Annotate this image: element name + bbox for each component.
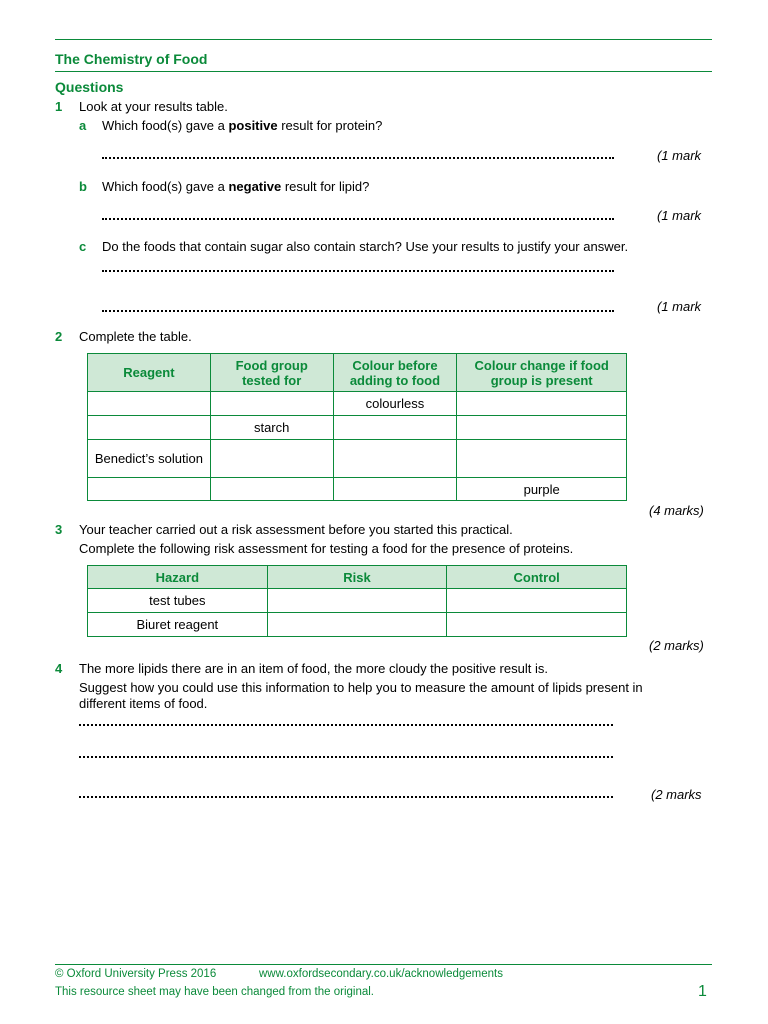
question-1b-text [102, 179, 369, 194]
table-cell: colourless [333, 392, 457, 416]
marks-1a: (1 mark [657, 148, 702, 163]
answer-line-4-3[interactable] [79, 796, 613, 798]
title-rule [55, 71, 712, 72]
question-2-text: Complete the table. [79, 329, 192, 344]
answer-line-1c-1[interactable] [102, 270, 614, 272]
question-1-number: 1 [55, 99, 63, 114]
marks-1c: (1 mark [657, 299, 702, 314]
question-3-line1: Your teacher carried out a risk assessment before you started this practical. [79, 522, 513, 537]
question-1a-post: result for protein? [277, 118, 383, 133]
risk-table-header-row [88, 566, 627, 589]
table-row [88, 589, 627, 613]
table-cell[interactable] [267, 613, 447, 637]
marks-3: (2 marks) [649, 638, 704, 653]
marks-1b: (1 mark [657, 208, 702, 223]
table-cell: Biuret reagent [88, 613, 268, 637]
marks-2: (4 marks) [649, 503, 704, 518]
header-reagent: Reagent [88, 354, 211, 392]
footer-notice: This resource sheet may have been changed from the original. [55, 986, 374, 998]
answer-line-1b[interactable] [102, 218, 614, 220]
header-colour-before: Colour before adding to food [333, 354, 457, 392]
table-cell[interactable] [88, 392, 211, 416]
question-1a-bold: positive [228, 118, 278, 133]
question-3-number: 3 [55, 522, 63, 537]
question-1-text: Look at your results table. [79, 99, 228, 114]
table-cell[interactable] [333, 440, 457, 478]
table-row [88, 440, 627, 478]
table-cell[interactable] [88, 416, 211, 440]
answer-line-1a[interactable] [102, 157, 614, 159]
question-4-line3: different items of food. [79, 696, 208, 711]
answer-line-4-1[interactable] [79, 724, 613, 726]
question-1b-bold: negative [228, 179, 282, 194]
table-cell[interactable] [457, 392, 627, 416]
question-3-line2: Complete the following risk assessment for testing a food for the presence of proteins. [79, 541, 574, 556]
table-cell: test tubes [88, 589, 268, 613]
reagent-table-header-row [88, 354, 627, 392]
table-cell[interactable] [333, 478, 457, 501]
table-cell[interactable] [267, 589, 447, 613]
section-title: Questions [55, 79, 124, 95]
table-row [88, 613, 627, 637]
question-1a-letter: a [79, 118, 87, 133]
table-cell: purple [457, 478, 627, 501]
answer-line-4-2[interactable] [79, 756, 613, 758]
question-1b-letter: b [79, 179, 87, 194]
table-row [88, 416, 627, 440]
question-2-number: 2 [55, 329, 63, 344]
table-cell: starch [210, 416, 333, 440]
risk-table [87, 565, 627, 637]
header-risk: Risk [267, 566, 447, 589]
question-1c-text: Do the foods that contain sugar also contain starch? Use your results to justify your answer. [102, 239, 629, 254]
header-hazard: Hazard [88, 566, 268, 589]
footer-copyright: © Oxford University Press 2016 [55, 968, 217, 980]
table-row [88, 478, 627, 501]
table-cell[interactable] [447, 613, 627, 637]
header-colour-change: Colour change if food group is present [457, 354, 627, 392]
table-cell[interactable] [210, 478, 333, 501]
question-1c-letter: c [79, 239, 87, 254]
question-1b-pre: Which food(s) gave a [102, 179, 229, 194]
marks-4: (2 marks [651, 787, 702, 802]
table-cell[interactable] [210, 440, 333, 478]
table-cell[interactable] [457, 440, 627, 478]
table-row [88, 392, 627, 416]
question-4-line1: The more lipids there are in an item of food, the more cloudy the positive result is. [79, 661, 548, 676]
footer-rule [55, 964, 712, 965]
answer-line-1c-2[interactable] [102, 310, 614, 312]
page-number: 1 [698, 983, 707, 1000]
page-title: The Chemistry of Food [55, 51, 208, 67]
question-1a-text [102, 118, 382, 133]
question-4-number: 4 [55, 661, 63, 676]
footer-url[interactable]: www.oxfordsecondary.co.uk/acknowledgements [259, 968, 503, 980]
table-cell[interactable] [210, 392, 333, 416]
table-cell: Benedict’s solution [88, 440, 211, 478]
question-1b-post: result for lipid? [281, 179, 370, 194]
header-food-group: Food group tested for [210, 354, 333, 392]
table-cell[interactable] [457, 416, 627, 440]
table-cell[interactable] [447, 589, 627, 613]
question-1a-pre: Which food(s) gave a [102, 118, 229, 133]
question-4-line2: Suggest how you could use this information to help you to measure the amount of lipids present in [79, 680, 643, 695]
table-cell[interactable] [88, 478, 211, 501]
table-cell[interactable] [333, 416, 457, 440]
header-control: Control [447, 566, 627, 589]
reagent-table [87, 353, 627, 501]
top-rule [55, 39, 712, 40]
